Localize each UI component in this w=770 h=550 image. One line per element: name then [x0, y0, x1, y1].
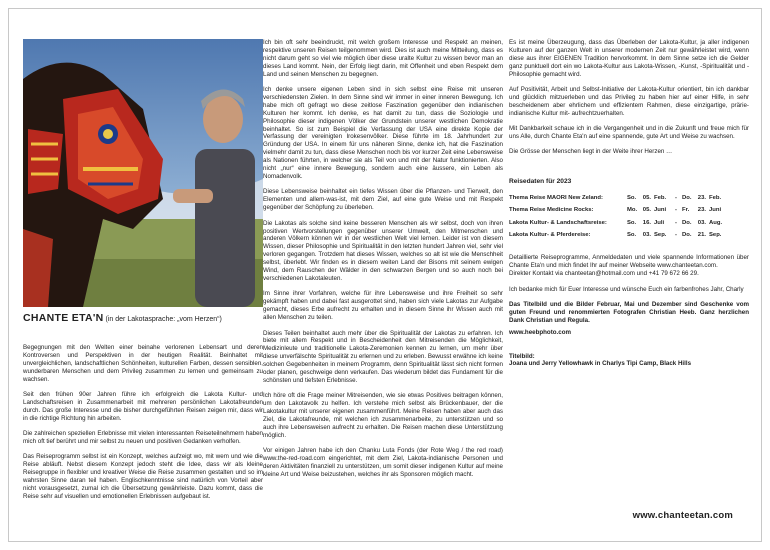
headline-subtitle: (in der Lakotasprache: „vom Herzen“): [105, 316, 222, 323]
start-day: So.: [627, 219, 637, 226]
headline: [23, 312, 263, 324]
end-month: Sep.: [709, 232, 722, 239]
start-month: Sep.: [654, 232, 667, 239]
col2-paragraph: Diese Lebensweise beinhaltet ein tiefes Wissen über die Pflanzen- und Tierwelt, den Elementen und allem-was-ist, mit dem Ziel, auf eine gute Weise und mit Respekt gegenüber der Schöpfung zu überleben.: [263, 188, 503, 212]
column-left: [23, 39, 263, 508]
end-month: Juni: [709, 207, 722, 214]
end-date: 21.: [697, 232, 706, 239]
travel-date-row: [509, 217, 749, 230]
start-date: 03.: [642, 232, 651, 239]
travel-date-row: [509, 192, 749, 205]
column-middle: [263, 39, 503, 486]
cover-caption: Joana und Jerry Yellowhawk in Charlys Tipi Camp, Black Hills: [509, 360, 692, 368]
cover-caption-label: Titelbild:: [509, 352, 535, 360]
col2-paragraph: Im Sinne ihrer Vorfahren, welche für ihre Lebensweise und ihre Freiheit so sehr gekämpft haben und dabei fast ausgerottet sind, haben sich viele Lakotas zur Aufgabe gemacht, dieses Erbe aufrecht zu erhalten und in diesem Sinne ihr Wissen auch mit allen Menschen zu teilen.: [263, 290, 503, 322]
end-date: 23.: [697, 194, 706, 201]
end-day: Do.: [682, 194, 692, 201]
thanks-paragraph: Ich bedanke mich für Euer Interesse und wünsche Euch ein farbenfrohes Jahr, Charly: [509, 285, 744, 293]
travel-dates-title: Reisedaten für 2023: [509, 178, 572, 186]
trip-name: Lakota Kultur- & Landschaftsreise:: [509, 219, 607, 226]
col2-paragraph: Dieses Teilen beinhaltet auch mehr über die Spiritualität der Lakotas zu erfahren. Ich biete mit allem Respekt und in Bescheidenheit den Mitreisenden die Möglichkeit, Medizinleute und traditionelle Lakota-Zeremonien kennen zu lernen, um mehr über diese unverfälschte Spiritualität zu erlernen und zu erleben. Bewusst erwähne ich keine solchen Gegebenheiten in meinem Programm, denn Spiritualität lässt sich nicht formen oder planen, geschweige denn verkaufen. Das wiederum bildet das Fundament für die schönsten und tiefsten Erlebnisse.: [263, 329, 503, 384]
start-date: 05.: [642, 207, 651, 214]
start-day: So.: [627, 194, 637, 201]
col1-paragraph: Das Reiseprogramm selbst ist ein Konzept, welches aufzeigt wo, mit wem und wie die Reise abläuft. Nebst diesem Konzept jedoch steht die Idee, dass wir als kleine Reisegruppe in flexibler und kreativer Weise die Reise zusammen gestalten und so im wahrsten Sinne daran teil haben. Englischkenntnisse sind natürlich von Vorteil aber nicht vorausgesetzt, zumal ich die Übersetzung gewährleiste. Dazu kommt, dass die Reise sehr auf visuellen und emotionellen Erlebnissen aufgebaut ist.: [23, 453, 263, 500]
date-separator: -: [675, 207, 677, 214]
end-date: 03.: [697, 219, 706, 226]
col3-paragraph: Es ist meine Überzeugung, dass das Überleben der Lakota-Kultur, ja aller indigenen Kulturen auf der ganzen Welt in unserer modernen Zeit nur gewährleistet wird, wenn diese aus ihrer EIGENEN Tradition hervorkommt. In dem Sinne setze ich die Gelder ganz punktuell dort ein wo Lakota-Kultur aus Lakota-Wissen, -Kunst, -Spiritualität und -Philosophie gemacht wird.: [509, 39, 749, 78]
date-separator: -: [675, 219, 677, 226]
photo-man-with-horse: [23, 39, 263, 307]
start-month: Juli: [654, 219, 665, 226]
end-day: Fr.: [682, 207, 690, 214]
calendar-page: [8, 8, 762, 542]
trip-name: Lakota Kultur- & Pferdereise:: [509, 232, 591, 239]
date-separator: -: [675, 194, 677, 201]
travel-date-row: [509, 205, 749, 218]
photographer-link[interactable]: www.heebphoto.com: [509, 328, 571, 336]
start-month: Feb.: [654, 194, 667, 201]
horse-photo-image: [23, 39, 263, 307]
col3-paragraph: Die Grösse der Menschen liegt in der Weite ihrer Herzen …: [509, 148, 673, 156]
end-month: Aug.: [709, 219, 723, 226]
col2-paragraph: Ich höre oft die Frage meiner Mitreisenden, wie sie etwas Positives beitragen können, um den Lakotavolk zu helfen. Ich verstehe mich selbst als Brückenbauer, der die Lakotakultur mit unserer eigenen zusammenführt. Meine Reisen haben aber auch das Ziel, die Lakotafreunde, mit welchen ich zusammenarbeite, zu unterstützen und so auch ihre Lebensweisen aufrecht zu erhalten. Die Reisen machen diese Unterstützung möglich.: [263, 392, 503, 439]
end-month: Feb.: [709, 194, 722, 201]
col2-paragraph: Die Lakotas als solche sind keine besseren Menschen als wir selbst, doch von ihren positiven Wertvorstellungen gegenüber unserer Umwelt, den Mitmenschen und anderen Völkern können wir in der westlichen Welt viel lernen. Leider ist von diesem Wissen, dieser Philosophie und Spiritualität in den letzten hundert Jahren viel, sehr viel verloren gegangen. Trotzdem hat dieses Wissen, welches so alt ist wie die Menschheit selbst, überlebt. Wir finden es in diesem weiten Land der Bisons mit seinem ewigen Wind, dem Rauschen der Wälder in den schwarzen Bergen und so auch noch bei verschiedenen Lakotaleuten.: [263, 219, 503, 282]
col2-paragraph: Ich denke unsere eigenen Leben sind in sich selbst eine Reise mit unseren verschiedensten Zielen. In dem Sinne sind wir immer in einer inneren Bewegung. Ich habe mich oft gefragt wo diese zeitlose Faszination gegenüber den indianischen Kulturen her kommt. Ich denke, es hat damit zu tun, dass die Soziologie und Philosophie dieser indigenen Völker der Grundstein unserer westlichen Demokratie beinhaltet. So ist zum Beispiel die Verfassung der USA eine direkte Kopie der Verfassung der vereinigten Irokesenvölker. Diese führte im 18. Jahrhundert zur Gründung der USA. In einem für uns näheren Sinne, denke ich, hat die Faszination vielmehr damit zu tun, dass diese Menschen noch bis vor kurzer Zeit eine Lebensweise als Nationen führten, in welcher sie als Teil von und mit der Natur funktionierten. Also nicht „nur“ eine innere Bewegung, sondern auch eine äussere, ein Leben als Nomadenvolk.: [263, 86, 503, 180]
travel-date-row: [509, 230, 749, 243]
col2-paragraph: Vor einigen Jahren habe ich den Chanku Luta Fonds (der Rote Weg / the red road) www.the-red-road.com eingerichtet, mit dem Ziel, Lakota-indianische Personen und deren Aktivitäten finanziell zu unterstützen, um somit dieser indigenen Kultur auf meine kleine Art und Weise beizustehen, welches ihr als Sponsoren möglich macht.: [263, 447, 503, 478]
end-date: 23.: [697, 207, 706, 214]
footer-website[interactable]: www.chanteetan.com: [632, 510, 733, 521]
end-day: Do.: [682, 219, 692, 226]
col1-paragraph: Die zahlreichen speziellen Erlebnisse mit vielen interessanten Reiseteilnehmern haben mich oft tief berührt und mir selbst zu neuen und positiven Gedanken verholfen.: [23, 430, 263, 445]
date-separator: -: [675, 232, 677, 239]
end-day: Do.: [682, 232, 692, 239]
headline-title: CHANTE ETA'N: [23, 312, 104, 324]
travel-dates-table: [509, 192, 749, 242]
col3-paragraph: Auf Positivität, Arbeit und Selbst-Initiative der Lakota-Kultur orientiert, bin ich dankbar und glücklich mitzuerleben und das Privileg zu haben hier auf einer Hilfe, in sehr bescheidenem aber ehrlichem und effizientem Rahmen, diese einzigartige, prärie-indianische Kultur mit- aufrechtzuerhalten.: [509, 86, 749, 117]
start-date: 05.: [642, 194, 651, 201]
col1-paragraph: Seit den frühen 90er Jahren führe ich erfolgreich die Lakota Kultur- und Landschaftsreisen in Zusammenarbeit mit mehreren persönlichen Lakotafreunden durch. Das große Interesse und die bisher durchgeführten Reisen zeigen mir, dass wir in die richtige Richtung hin arbeiten.: [23, 390, 263, 422]
start-day: So.: [627, 232, 637, 239]
photo-credit: Das Titelbild und die Bilder Februar, Mai und Dezember sind Geschenke vom guten Freund und renommierten Fotografen Christian Heeb. Ganz herzlichen Dank Christian und Regula.: [509, 300, 749, 324]
start-date: 16.: [642, 219, 651, 226]
col1-paragraph: Begegnungen mit den Welten einer beinahe verlorenen Lebensart und deren Kontroversen und Perspektiven in der heutigen Realität. Beinhaltet mit unvergleichlichen, landschaftlichen Schönheiten, kulturellen Farben, dessen sensiblen, wunderbaren Menschen und dem Privileg zusammen zu lernen und gemeinsam zu wachsen.: [23, 343, 263, 383]
trip-name: Thema Reise Medicine Rocks:: [509, 207, 594, 214]
start-month: Juni: [654, 207, 667, 214]
col3-paragraph: Mit Dankbarkeit schaue ich in die Vergangenheit und in die Zukunft und freue mich für uns Alle, durch Chante Eta'n auf eine spannende, gute Art und Weise zu wachsen.: [509, 125, 749, 141]
contact-info: Direkter Kontakt via chanteetan@hotmail.com und +41 79 672 66 29.: [509, 270, 699, 278]
trip-name: Thema Reise MAORI New Zeland:: [509, 194, 603, 201]
start-day: Mo.: [627, 207, 638, 214]
website-info: Detaillierte Reiseprogramme, Anmeldedaten und viele spannende Informationen über Chante Eta'n und mich findet Ihr auf meiner Webseite www.chanteetan.com.: [509, 254, 749, 270]
column-right: [509, 39, 749, 368]
col2-paragraph: Ich bin oft sehr beeindruckt, mit welch großem Interesse und Respekt an meinen, respektive unseren Reisen teilgenommen wird. Dies ist auch meine Mitteilung, dass es nicht darum geht so viel wie möglich über diese uralte Kultur zu wissen bevor man an dieses Land kommt. Nein, der Erfolg liegt darin, mit Offenheit und eben Respekt dem Land und seinen Menschen zu begegnen.: [263, 39, 503, 78]
